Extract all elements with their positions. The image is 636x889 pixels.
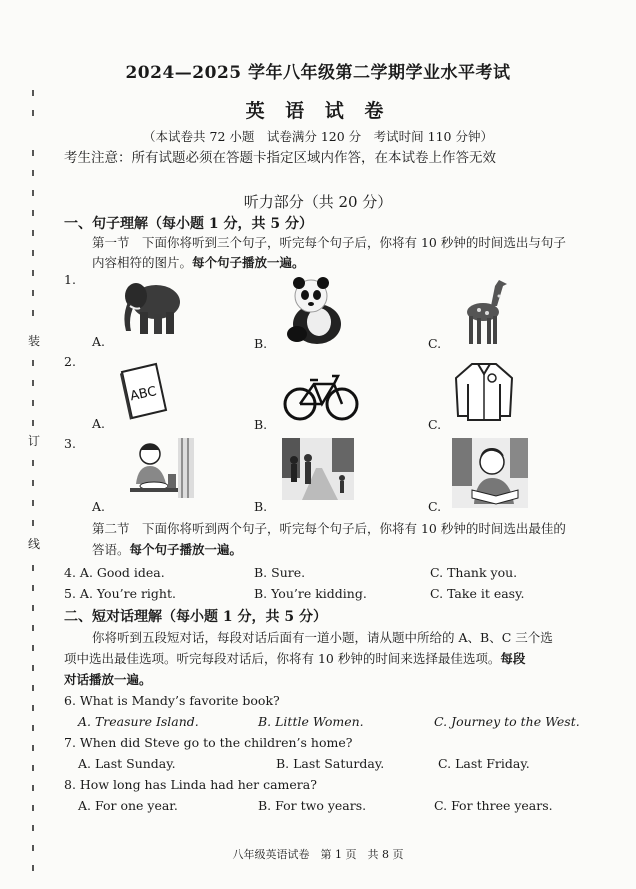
giraffe-icon [455,276,515,350]
binding-char-zhuang: 装 [28,334,41,348]
question-1-option-c: C. [428,336,442,351]
question-1-option-a: A. [92,334,106,349]
question-8-option-a: A. For one year. [78,798,178,813]
question-4-option-c: C. Thank you. [430,565,518,580]
notice-label: 考生注意： [64,150,132,166]
question-6-option-b: B. Little Women. [258,714,364,729]
binding-char-xian: 线 [28,537,41,551]
panda-icon [285,276,347,350]
bicycle-icon [282,370,360,428]
elephant-icon [118,276,188,342]
notice-text: 所有试题必须在答题卡指定区域内作答，在本试卷上作答无效 [131,150,496,166]
boy-reading-icon [452,438,528,512]
abc-book-icon [118,360,170,426]
question-8-option-b: B. For two years. [258,798,367,813]
boy-eating-icon [130,438,194,502]
exam-title: 2024—2025 学年八年级第二学期学业水平考试 [125,63,511,83]
section2-intro-line2: 答语。每个句子播放一遍。 [92,542,243,557]
exam-subtitle: 英 语 试 卷 [245,100,391,122]
question-2-number: 2. [64,354,76,369]
binding-char-ding: 订 [28,434,41,448]
question-3-option-a: A. [92,499,106,514]
question-5-option-a: 5. A. You’re right. [64,586,176,601]
section1-intro-line1: 第一节 下面你将听到三个句子，听完每个句子后，你将有 10 秒钟的时间选出与句子 [92,235,566,250]
page-footer: 八年级英语试卷 第 1 页 共 8 页 [232,848,404,861]
section1-intro-line2: 内容相符的图片。每个句子播放一遍。 [92,255,305,270]
question-7-option-b: B. Last Saturday. [276,756,385,771]
question-3-option-c: C. [428,499,442,514]
question-6-option-a: A. Treasure Island. [78,714,199,729]
exam-info: （本试卷共 72 小题 试卷满分 120 分 考试时间 110 分钟） [143,129,493,144]
question-4-option-a: 4. A. Good idea. [64,565,165,580]
question-1-option-b: B. [254,336,268,351]
question-7-option-a: A. Last Sunday. [78,756,176,771]
question-1-number: 1. [64,272,76,287]
part2-intro-line3: 对话播放一遍。 [64,672,152,687]
jacket-icon [452,360,516,428]
question-4-option-b: B. Sure. [254,565,306,580]
question-3-option-b: B. [254,499,268,514]
svg-text:ABC: ABC [128,384,159,405]
question-7-option-c: C. Last Friday. [438,756,530,771]
question-2-option-c: C. [428,417,442,432]
part2-intro-line2: 项中选出最佳选项。听完每段对话后，你将有 10 秒钟的时间来选择最佳选项。每段 [64,651,526,666]
question-8-option-c: C. For three years. [434,798,553,813]
question-2-option-b: B. [254,417,268,432]
part2-intro-line1: 你将听到五段短对话，每段对话后面有一道小题，请从题中所给的 A、B、C 三个选 [92,630,553,645]
exam-notice [64,146,496,166]
listening-title: 听力部分（共 20 分） [243,193,393,211]
part1-heading: 一、句子理解（每小题 1 分，共 5 分） [64,216,313,232]
question-8-stem: 8. How long has Linda had her camera? [64,777,317,792]
question-3-number: 3. [64,436,76,451]
people-street-icon [282,438,354,504]
question-5-option-b: B. You’re kidding. [254,586,367,601]
question-7-stem: 7. When did Steve go to the children’s home? [64,735,353,750]
question-2-option-a: A. [92,416,106,431]
part2-heading: 二、短对话理解（每小题 1 分，共 5 分） [64,609,327,625]
question-6-option-c: C. Journey to the West. [434,714,580,729]
question-5-option-c: C. Take it easy. [430,586,525,601]
section2-intro-line1: 第二节 下面你将听到两个句子，听完每个句子后，你将有 10 秒钟的时间选出最佳的 [92,521,566,536]
question-6-stem: 6. What is Mandy’s favorite book? [64,693,280,708]
